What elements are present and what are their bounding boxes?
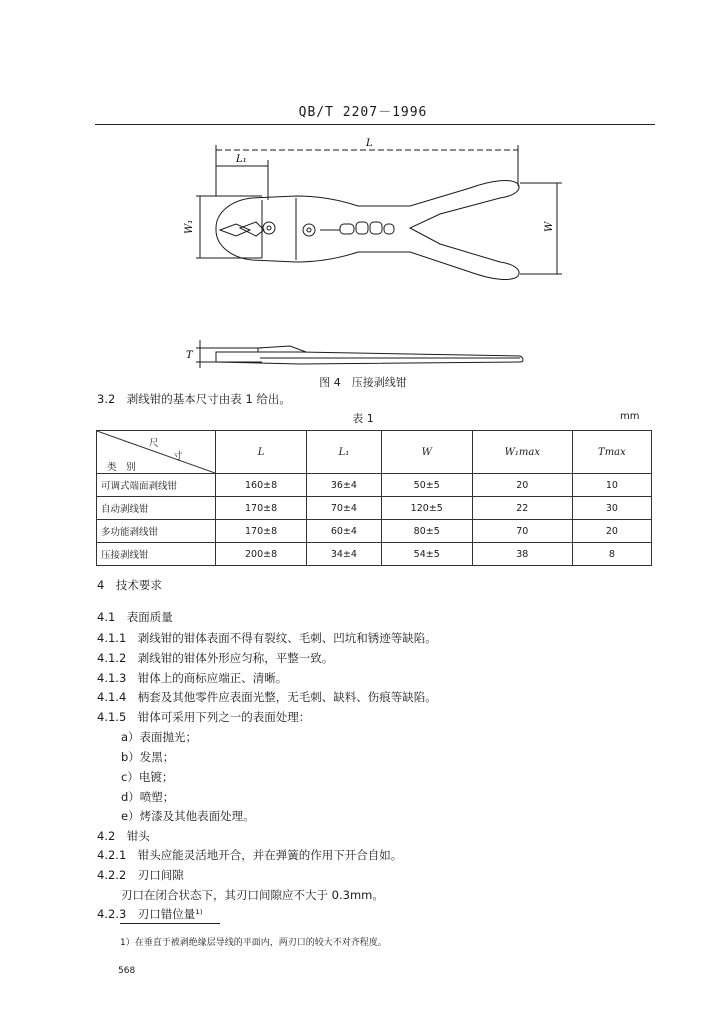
footnote: 1）在垂直于被剥绝缘层导线的平面内，两刃口的较大不对齐程度。 <box>120 938 387 948</box>
dim-W1-label: W₁ <box>184 219 195 234</box>
table-row <box>97 474 652 497</box>
col-header-W: W <box>381 431 472 474</box>
table-corner-cell <box>97 431 216 474</box>
col-header-L1: L₁ <box>307 431 382 474</box>
subsection-heading: 4.1 表面质量 <box>97 610 173 624</box>
row-label: 压接剥线钳 <box>97 543 216 566</box>
clause-line: 4.2.3 刃口错位量¹⁾ <box>97 907 203 921</box>
clause-line: 刃口在闭合状态下，其刃口间隙应不大于 0.3mm。 <box>121 888 384 902</box>
row-label: 自动剥线钳 <box>97 497 216 520</box>
table-cell: 200±8 <box>216 543 307 566</box>
plier-drawing <box>0 0 726 372</box>
clause-line: 4.1.4 柄套及其他零件应表面光整，无毛刺、缺料、伤痕等缺陷。 <box>97 690 437 704</box>
table-cell: 22 <box>472 497 572 520</box>
table-cell: 120±5 <box>381 497 472 520</box>
list-item: e）烤漆及其他表面处理。 <box>121 809 255 823</box>
standard-code: QB/T 2207－1996 <box>298 105 428 120</box>
dim-L-label: L <box>366 138 373 149</box>
row-label: 多功能剥线钳 <box>97 520 216 543</box>
corner-label-mid: 寸 <box>173 451 183 462</box>
intro-line: 3.2 剥线钳的基本尺寸由表 1 给出。 <box>97 392 291 406</box>
clause-line: 4.1.5 钳体可采用下列之一的表面处理： <box>97 710 311 724</box>
dimensions-table <box>96 430 652 566</box>
table-unit: mm <box>620 411 640 422</box>
corner-label-top: 尺 <box>149 438 159 449</box>
table-cell: 60±4 <box>307 520 382 543</box>
clause-line: 4.2.2 刃口间隙 <box>97 868 184 882</box>
dim-L1-label: L₁ <box>236 154 247 165</box>
clause-line: 4.2.1 钳头应能灵活地开合，并在弹簧的作用下开合自如。 <box>97 848 403 862</box>
figure-caption: 图 4 压接剥线钳 <box>319 376 407 389</box>
table-cell: 80±5 <box>381 520 472 543</box>
list-item: a）表面抛光； <box>121 730 198 744</box>
page-number: 568 <box>118 966 136 976</box>
table-cell: 30 <box>572 497 651 520</box>
clause-line: 4.1.2 剥线钳的钳体外形应匀称，平整一致。 <box>97 651 334 665</box>
clause-line: 4.1.1 剥线钳的钳体表面不得有裂纹、毛刺、凹坑和锈迹等缺陷。 <box>97 631 437 645</box>
table-row <box>97 497 652 520</box>
corner-label-bottom: 类 别 <box>107 462 136 473</box>
table-row <box>97 520 652 543</box>
table-header-row <box>97 431 652 474</box>
table-cell: 50±5 <box>381 474 472 497</box>
table-caption: 表 1 <box>352 412 374 425</box>
table-row <box>97 543 652 566</box>
dim-T-label: T <box>186 350 193 361</box>
col-header-Tmax: Tmax <box>572 431 651 474</box>
table-cell: 8 <box>572 543 651 566</box>
table-cell: 10 <box>572 474 651 497</box>
table-cell: 20 <box>472 474 572 497</box>
list-item: b）发黑； <box>121 750 175 764</box>
table-cell: 36±4 <box>307 474 382 497</box>
list-item: d）喷塑； <box>121 790 175 804</box>
table-cell: 160±8 <box>216 474 307 497</box>
table-cell: 20 <box>572 520 651 543</box>
dim-W-label: W <box>544 221 555 232</box>
table-cell: 170±8 <box>216 497 307 520</box>
footnote-rule <box>120 923 220 924</box>
table-cell: 170±8 <box>216 520 307 543</box>
col-header-W1max: W₁max <box>472 431 572 474</box>
row-label: 可调式端面剥线钳 <box>97 474 216 497</box>
col-header-L: L <box>216 431 307 474</box>
list-item: c）电镀； <box>121 770 174 784</box>
table-cell: 70±4 <box>307 497 382 520</box>
section-heading: 4 技术要求 <box>97 578 162 592</box>
table-cell: 34±4 <box>307 543 382 566</box>
clause-line: 4.1.3 钳体上的商标应端正、清晰。 <box>97 671 288 685</box>
table-cell: 54±5 <box>381 543 472 566</box>
subsection-heading: 4.2 钳头 <box>97 829 150 843</box>
table-cell: 38 <box>472 543 572 566</box>
table-cell: 70 <box>472 520 572 543</box>
